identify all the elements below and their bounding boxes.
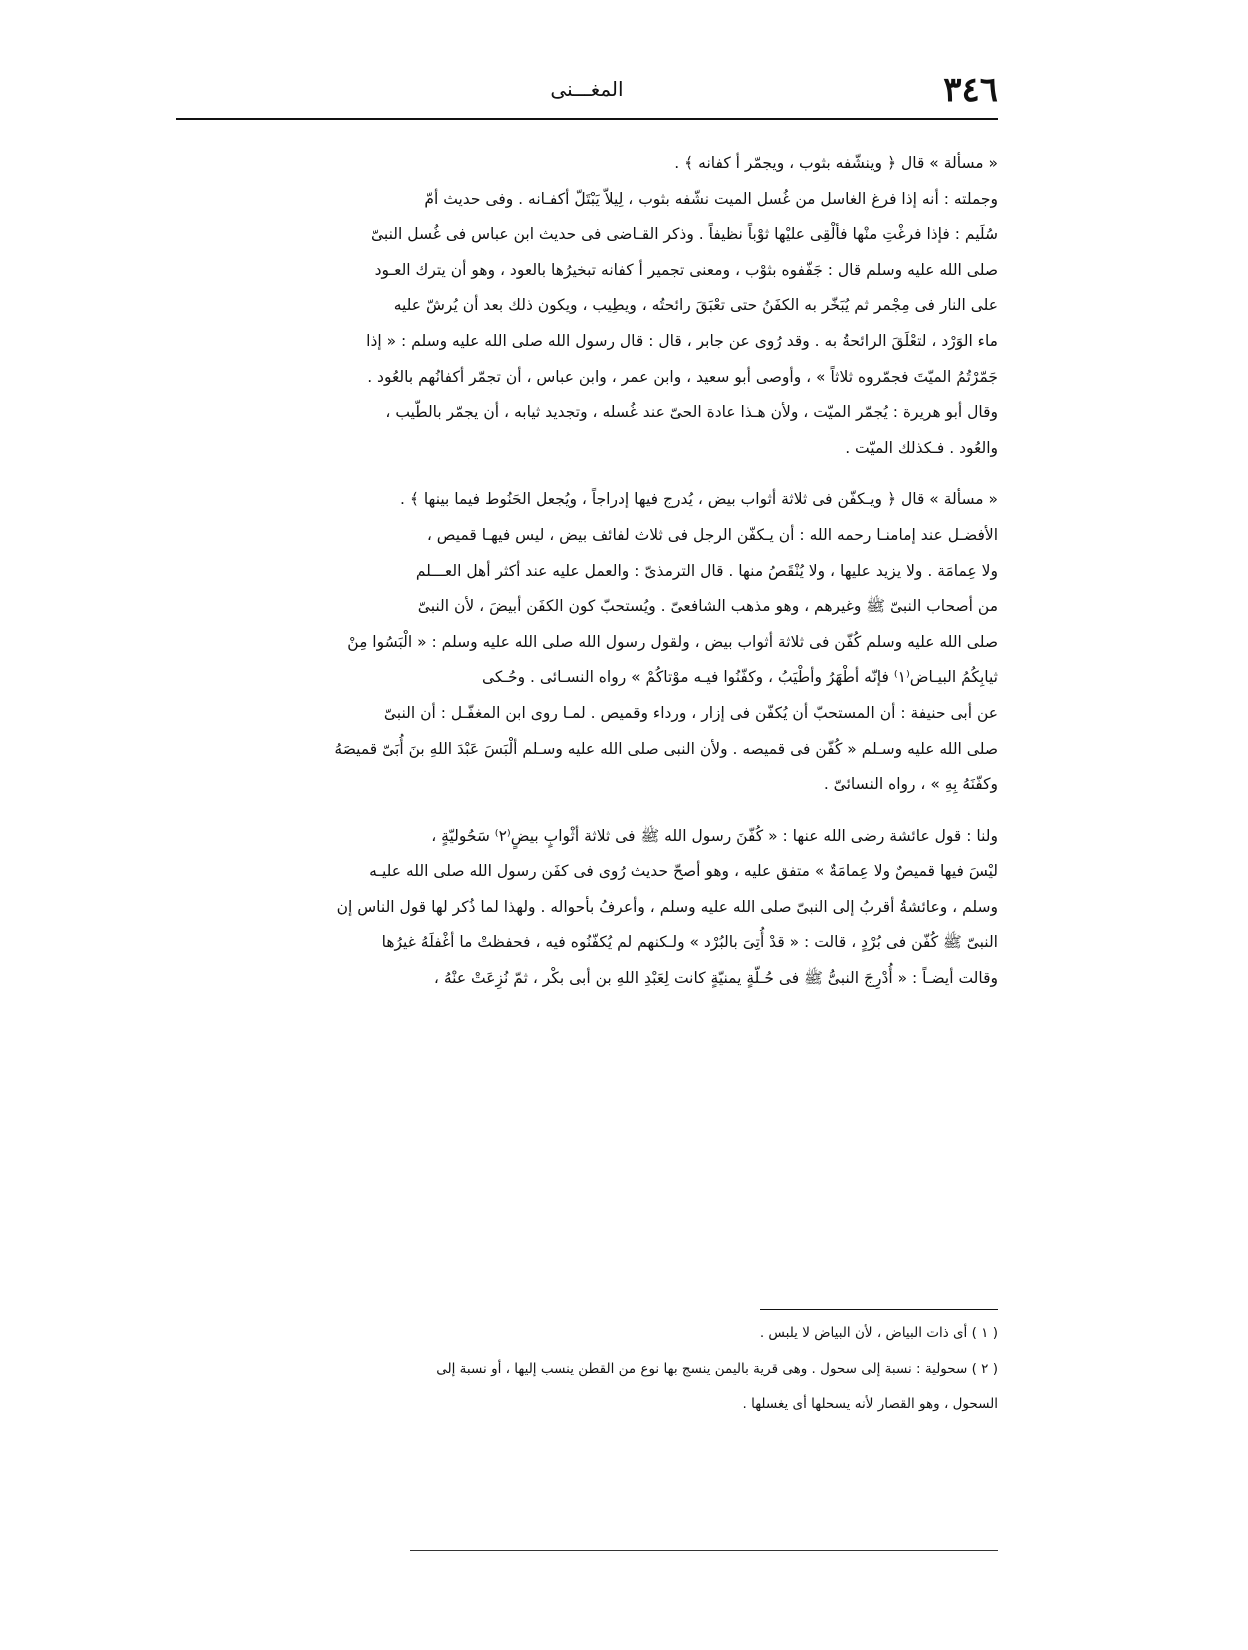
text-line: وقال أبو هريرة : يُجمّر الميّت ، ولأن هـذا عادة الحىّ عند غُسله ، وتجديد ثيابه ، أن يجمّر بالطّيب ، [385, 403, 998, 422]
text-line: ثيابِكُمُ البيـاض⁽١⁾ فإنّه أطْهَرُ وأطْيَبُ ، وكفّنُوا فيـه موْتاكُمْ » رواه النسـائى . وحُـكى [481, 668, 998, 687]
text-line: صلى الله عليه وسـلم « كُفّن فى قميصه . ولأن النبى صلى الله عليه وسـلم ألْبَسَ عَبْدَ اللهِ بنَ أُبَىّ قميصَهُ [334, 739, 998, 758]
text-line: وجملته : أنه إذا فرغ الغاسل من غُسل الميت نشّفه بثوب ، لِيلاّ يَبْتَلّ أكفـانه . وفى حديث أمّ [424, 189, 998, 208]
text-line: « مسألة » قال ﴿ وينشّفه بثوب ، ويجمّر أ كفانه ﴾ . [674, 154, 998, 172]
paragraph-gap [176, 803, 998, 819]
text-line: النبىّ ﷺ كُفّن فى بُرْدٍ ، قالت : « قدْ أُتِىَ بالبُرْد » ولـكنهم لم يُكفّنُوه فيه ، فحفظتْ ما أغْفلَهُ غيرُها [381, 933, 998, 952]
footnotes [176, 1318, 998, 1425]
text-line: عن أبى حنيفة : أن المستحبّ أن يُكفّن فى إزار ، ورداء وقميص . لمـا روى ابن المغفّـل : أن النبىّ [383, 703, 998, 722]
text-line: الأفضـل عند إمامنـا رحمه الله : أن يـكفّن الرجل فى ثلاث لفائف بيض ، ليس فيهـا قميص ، [426, 525, 998, 544]
text-line: ولنا : قول عائشة رضى الله عنها : « كُفّنَ رسول الله ﷺ فى ثلاثة أثْوابٍ بيضٍ⁽٢⁾ سَحُوليّةٍ ، [431, 826, 998, 845]
main-text [176, 146, 998, 997]
text-line: وسلم ، وعائشةُ أقربُ إلى النبىّ صلى الله عليه وسلم ، وأعرفُ بأحواله . ولهذا لما ذُكر لها قول الناس إن [336, 897, 998, 916]
footnote-line: ( ١ ) أى ذات البياض ، لأن البياض لا يلبس . [759, 1325, 998, 1341]
running-title: المغـــنى [550, 77, 624, 101]
header-rule [176, 118, 998, 120]
text-line: صلى الله عليه وسلم قال : جَفّفوه بثوْب ، ومعنى تجمير أ كفانه تبخيرُها بالعود ، وهو أن يترك العـود [374, 260, 998, 279]
text-line: ماء الوَرْد ، لتعْلَقَ الرائحةُ به . وقد رُوى عن جابر ، قال : قال رسول الله صلى الله عليه وسلم : « إذا [366, 331, 998, 350]
text-line: جَمّرْتُمُ الميّتَ فجمّروه ثلاثاً » ، وأوصى أبو سعيد ، وابن عمر ، وابن عباس ، أن تجمّر أكفانُهم بالعُود . [367, 367, 998, 386]
footnote-line: ( ٢ ) سحولية : نسبة إلى سحول . وهى قرية باليمن ينسج بها نوع من القطن ينسب إليها ، أو نسبة إلى [436, 1360, 998, 1377]
text-line: صلى الله عليه وسلم كُفّن فى ثلاثة أثواب بيض ، ولقول رسول الله صلى الله عليه وسلم : « الْبَسُوا مِنْ [347, 632, 998, 651]
page-header [176, 70, 998, 116]
bottom-rule [410, 1550, 998, 1551]
text-line: « مسألة » قال ﴿ ويـكفّن فى ثلاثة أثواب بيض ، يُدرج فيها إدراجاً ، ويُجعل الحَنُوط فيما بينها ﴾ . [399, 490, 998, 509]
text-line: ولا عِمامَة . ولا يزيد عليها ، ولا يُنْقَصُ منها . قال الترمذىّ : والعمل عليه عند أكثر أهل العـــلم [415, 561, 998, 580]
text-line: وقالت أيضـاً : « أُدْرِجَ النبىُّ ﷺ فى حُـلّةٍ يمنيّةٍ كانت لِعَبْدِ اللهِ بن أبى بكْر ، ثمّ نُزِعَتْ عنْهُ ، [433, 969, 998, 988]
footnote-line: السحول ، وهو القصار لأنه يسحلها أى يغسلها . [742, 1396, 998, 1413]
text-line: على النار فى مِجْمر ثم يُبَخّر به الكفَنُ حتى تعْبَقَ رائحتُه ، ويطِيب ، ويكون ذلك بعد أن يُرشّ عليه [393, 296, 998, 315]
text-line: من أصحاب النبىّ ﷺ وغيرهم ، وهو مذهب الشافعىّ . ويُستحبّ كون الكفَن أبيضَ ، لأن النبىّ [417, 597, 998, 616]
text-line: ليْسَ فيها قميصٌ ولا عِمامَةٌ » متفق عليه ، وهو أصحّ حديث رُوى فى كفَن رسول الله صلى الله عليـه [369, 862, 998, 881]
text-line: سُلَيم : فإذا فرغْتِ منْها فألْقِى عليْها ثوْباً نظيفاً . وذكر القـاضى فى حديث ابن عباس فى غُسل النبىّ [371, 225, 998, 244]
paragraph-gap [176, 466, 998, 482]
page-number: ٣٤٦ [943, 70, 998, 110]
text-line: والعُود . فـكذلك الميّت . [845, 438, 998, 457]
text-line: وكفّنَهُ بِهِ » ، رواه النسائىّ . [823, 775, 998, 794]
footnote-rule [760, 1309, 998, 1310]
